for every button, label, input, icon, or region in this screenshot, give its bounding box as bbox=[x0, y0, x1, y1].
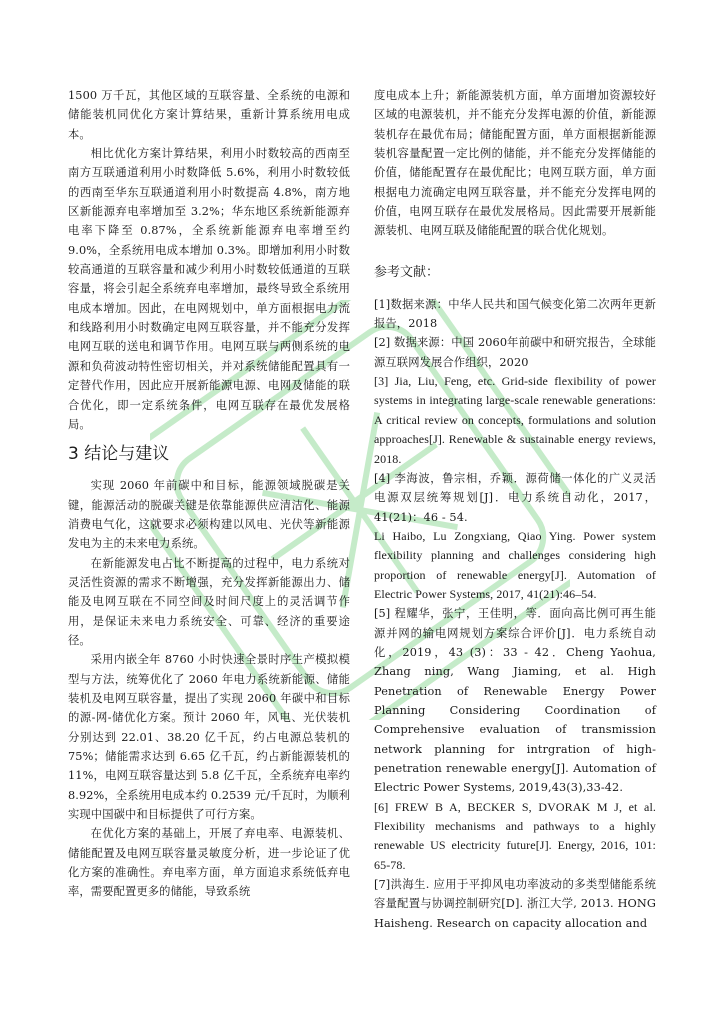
reference-item-5: [5] 程耀华，张宁，王佳明，等．面向高比例可再生能源并网的输电网规划方案综合评价[J]．电力系统自动化，2019，43 (3)：33 - 42．Cheng Yaohua, Zhang ning, Wang Jiaming, et al. High Penetration of Renewable Energy Power Planning Considering Coordination of Comprehensive evaluation of transmission network planning for intrgration of high-penetration renewable energy[J]. Automation of Electric Power Systems, 2019,43(3),33-42. bbox=[374, 607, 656, 795]
paragraph-conclusion-1: 实现 2060 年前碳中和目标，能源领域脱碳是关键，能源活动的脱碳关键是依靠能源供应清洁化、能源消费电气化，这就要求必须构建以风电、光伏等新能源发电为主的未来电力系统。 bbox=[68, 479, 350, 551]
paragraph-comparison: 相比优化方案计算结果，利用小时数较高的西南至南方互联通道利用小时数降低 5.6%，利用小时数较低的西南至华东互联通道利用小时数提高 4.8%，南方地区新能源弃电率增加至 3.2%；华东地区系统新能源弃电率下降至 0.87%，全系统新能源弃电率增至约 9.0%，全系统用电成本增加 0.3%。即增加利用小时数较高通道的互联容量和减少利用小时数较低通道的互联容量，将会引起全系统弃电率增加，最终导致全系统用电成本增加。因此，在电网规划中，单方面根据电力流和线路利用小时数确定电网互联容量，并不能充分发挥电网互联的送电和调节作用。电网互联与两侧系统的电源和负荷波动特性密切相关，并对系统储能配置具有一定替代作用，因此应开展新能源电源、电网及储能的联合优化，即一定系统条件，电网互联存在最优发展格局。 bbox=[68, 147, 350, 431]
reference-item-7: [7]洪海生. 应用于平抑风电功率波动的多类型储能系统容量配置与协调控制研究[D]. 浙江大学, 2013. HONG Haisheng. Research on capacity allocation and bbox=[374, 878, 656, 930]
paragraph-conclusion-4: 在优化方案的基础上，开展了弃电率、电源装机、储能配置及电网互联容量灵敏度分析，进一步论证了优化方案的准确性。弃电率方面，单方面追求系统低弃电率，需要配置更多的储能，导致系统 bbox=[68, 827, 350, 899]
section-heading-conclusions: 3 结论与建议 bbox=[68, 444, 170, 465]
paragraph-continuation-right: 度电成本上升；新能源装机方面，单方面增加资源较好区域的电源装机，并不能充分发挥电源的价值，新能源装机存在最优布局；储能配置方面，单方面根据新能源装机容量配置一定比例的储能，并不能充分发挥储能的价值，储能配置存在最优配比；电网互联方面，单方面根据电力流确定电网互联容量，并不能充分发挥电网的价值，电网互联存在最优发展格局。因此需要开展新能源装机、电网互联及储能配置的联合优化规划。 bbox=[374, 89, 656, 238]
paragraph-conclusion-3: 采用内嵌全年 8760 小时快速全景时序生产模拟模型与方法，统筹优化了 2060 年电力系统新能源、储能装机及电网互联容量，提出了实现 2060 年碳中和目标的源-网-储优化方案。预计 2060 年，风电、光伏装机分别达到 22.01、38.20 亿千瓦，约占电源总装机的 75%；储能需求达到 6.65 亿千瓦，约占新能源装机的 11%，电网互联容量达到 5.8 亿千瓦，全系统弃电率约 8.92%，全系统用电成本约 0.2539 元/千瓦时，为顺利实现中国碳中和目标提供了可行方案。 bbox=[68, 653, 350, 822]
paragraph-continuation: 1500 万千瓦，其他区域的互联容量、全系统的电源和储能装机同优化方案计算结果，重新计算系统用电成本。 bbox=[68, 89, 350, 141]
reference-item-4-en: Li Haibo, Lu Zongxiang, Qiao Ying. Power system flexibility planning and challenges considering high proportion of renewable energy[J]. Automation of Electric Power Systems, 2017, 41(21):46–54. bbox=[374, 528, 656, 601]
references-list bbox=[374, 295, 656, 933]
reference-item-1: [1]数据来源：中华人民共和国气候变化第二次两年更新报告，2018 bbox=[374, 297, 656, 331]
reference-item-4: [4] 李海波，鲁宗相，乔颖．源荷储一体化的广义灵活电源双层统筹规划[J]．电力系统自动化，2017，41(21)：46 - 54. bbox=[374, 471, 656, 524]
left-column bbox=[68, 86, 350, 902]
right-column bbox=[374, 86, 656, 933]
reference-item-2: [2] 数据来源：中国 2060年前碳中和研究报告，全球能源互联网发展合作组织，2020 bbox=[374, 336, 656, 369]
reference-item-6: [6] FREW B A, BECKER S, DVORAK M J, et al. Flexibility mechanisms and pathways to a highly renewable US electricity future[J]. Energy, 2016, 101: 65-78. bbox=[374, 799, 656, 872]
paragraph-conclusion-2: 在新能源发电占比不断提高的过程中，电力系统对灵活性资源的需求不断增强，充分发挥新能源出力、储能及电网互联在不同空间及时间尺度上的灵活调节作用，是保证未来电力系统安全、可靠、经济的重要途径。 bbox=[68, 556, 350, 647]
references-heading: 参考文献： bbox=[374, 264, 440, 280]
reference-item-3: [3] Jia, Liu, Feng, etc. Grid-side flexibility of power systems in integrating large-scale renewable generations: A critical review on concepts, formulations and solution approaches[J]. Renewable & sustainable energy reviews, 2018. bbox=[374, 374, 656, 466]
